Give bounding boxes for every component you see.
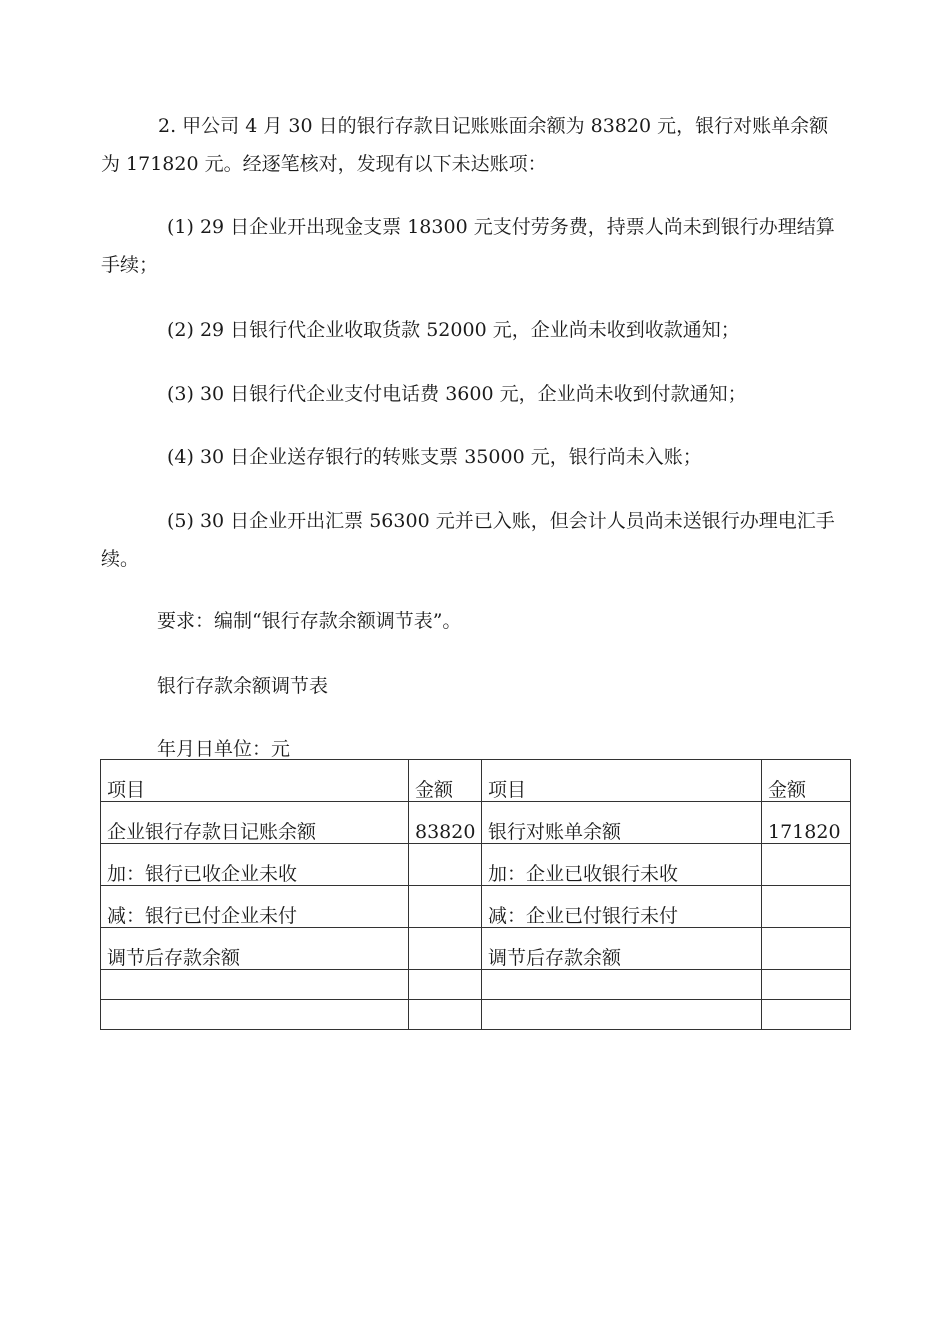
row-label-right: 加：企业已收银行未收 <box>482 844 762 886</box>
row-label-left: 减：银行已付企业未付 <box>101 886 409 928</box>
row-amount-left <box>409 928 482 970</box>
table-row <box>101 886 851 928</box>
table-title: 银行存款余额调节表 <box>157 675 329 697</box>
row-amount-right <box>762 928 851 970</box>
problem-item-1: (1) 29 日企业开出现金支票 18300 元支付劳务费，持票人尚未到银行办理结算手续； <box>101 216 835 276</box>
table-meta: 年月日单位：元 <box>157 738 291 760</box>
empty-cell <box>762 1000 851 1030</box>
problem-item-3: (3) 30 日银行代企业支付电话费 3600 元，企业尚未收到付款通知； <box>167 383 747 405</box>
row-label-right: 减：企业已付银行未付 <box>482 886 762 928</box>
problem-intro: 2. 甲公司 4 月 30 日的银行存款日记账账面余额为 83820 元，银行对账单余额为 171820 元。经逐笔核对，发现有以下未达账项： <box>101 115 829 175</box>
table-header-row <box>101 760 851 802</box>
row-label-right: 调节后存款余额 <box>482 928 762 970</box>
table-row <box>101 928 851 970</box>
empty-cell <box>482 1000 762 1030</box>
header-amount-left: 金额 <box>409 760 482 802</box>
table-row <box>101 844 851 886</box>
reconciliation-table <box>100 759 851 1030</box>
empty-cell <box>409 1000 482 1030</box>
row-amount-right: 171820 <box>762 802 851 844</box>
row-amount-right <box>762 844 851 886</box>
empty-cell <box>101 1000 409 1030</box>
row-label-right: 银行对账单余额 <box>482 802 762 844</box>
row-label-left: 加：银行已收企业未收 <box>101 844 409 886</box>
empty-cell <box>409 970 482 1000</box>
empty-cell <box>101 970 409 1000</box>
problem-item-2: (2) 29 日银行代企业收取货款 52000 元，企业尚未收到收款通知； <box>167 319 740 341</box>
table-row-empty <box>101 970 851 1000</box>
problem-item-4: (4) 30 日企业送存银行的转账支票 35000 元，银行尚未入账； <box>167 446 702 468</box>
row-amount-left <box>409 886 482 928</box>
empty-cell <box>762 970 851 1000</box>
table-row <box>101 802 851 844</box>
row-amount-right <box>762 886 851 928</box>
row-amount-left <box>409 844 482 886</box>
table-row-empty <box>101 1000 851 1030</box>
empty-cell <box>482 970 762 1000</box>
requirement-text: 要求：编制“银行存款余额调节表”。 <box>157 610 462 632</box>
problem-item-5: (5) 30 日企业开出汇票 56300 元并已入账，但会计人员尚未送银行办理电汇手续。 <box>101 510 835 570</box>
header-amount-right: 金额 <box>762 760 851 802</box>
header-item-left: 项目 <box>101 760 409 802</box>
header-item-right: 项目 <box>482 760 762 802</box>
row-label-left: 企业银行存款日记账余额 <box>101 802 409 844</box>
row-label-left: 调节后存款余额 <box>101 928 409 970</box>
row-amount-left: 83820 <box>409 802 482 844</box>
